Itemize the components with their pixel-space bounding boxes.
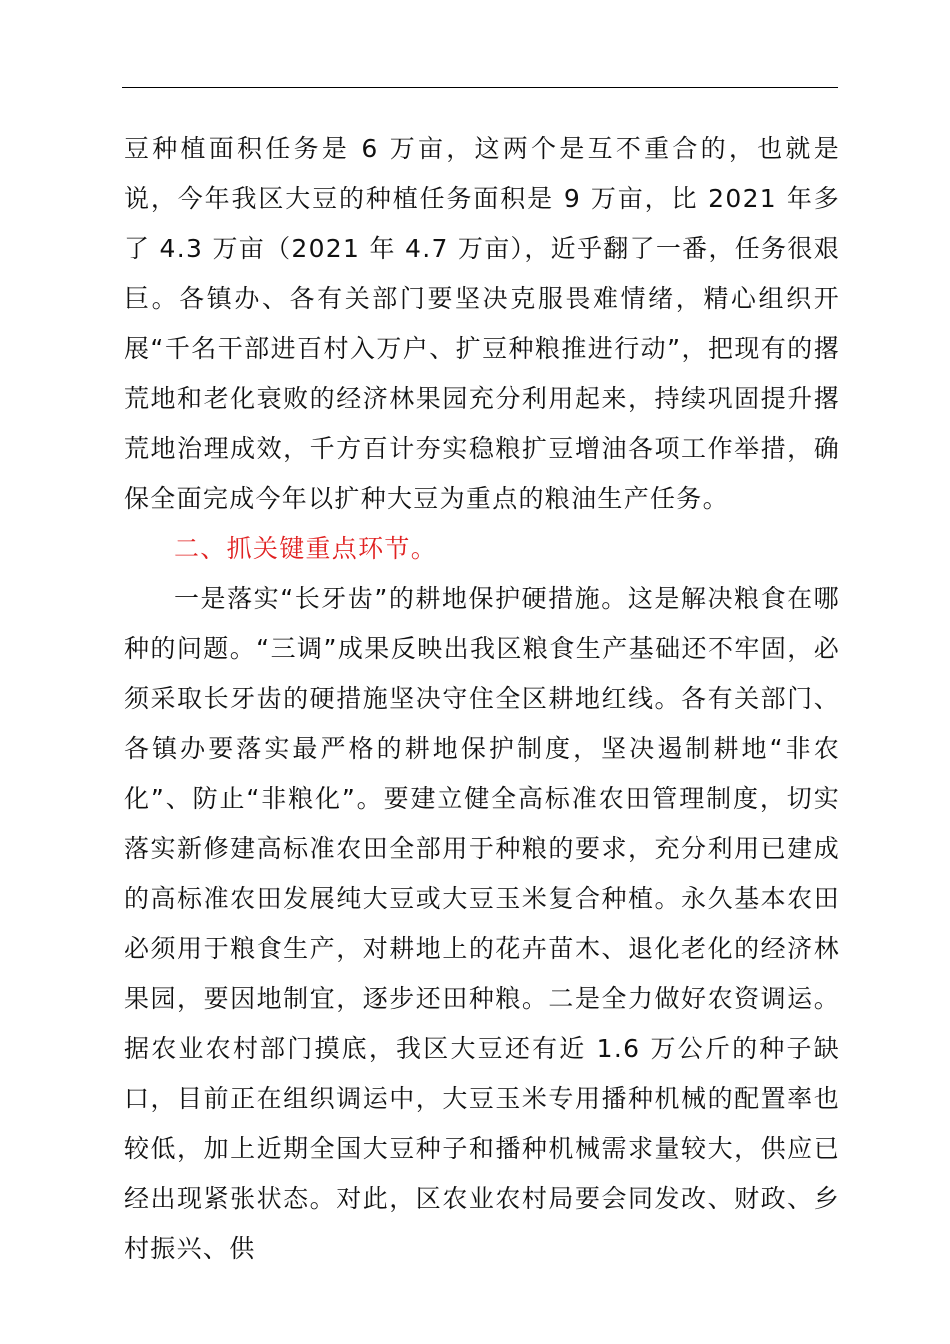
paragraph-continuation: 豆种植面积任务是 6 万亩，这两个是互不重合的，也就是说，今年我区大豆的种植任务面积是 9 万亩，比 2021 年多了 4.3 万亩（2021 年 4.7 万亩），近乎翻了一番，任务很艰巨。各镇办、各有关部门要坚决克服畏难情绪，精心组织开展“千名干部进百村入万户、扩豆种粮推进行动”，把现有的撂荒地和老化衰败的经济林果园充分利用起来，持续巩固提升撂荒地治理成效，千方百计夯实稳粮扩豆增油各项工作举措，确保全面完成今年以扩种大豆为重点的粮油生产任务。 [124, 134, 840, 513]
paragraph-measures: 一是落实“长牙齿”的耕地保护硬措施。这是解决粮食在哪种的问题。“三调”成果反映出我区粮食生产基础还不牢固，必须采取长牙齿的硬措施坚决守住全区耕地红线。各有关部门、各镇办要落实最严格的耕地保护制度，坚决遏制耕地“非农化”、防止“非粮化”。要建立健全高标准农田管理制度，切实落实新修建高标准农田全部用于种粮的要求，充分利用已建成的高标准农田发展纯大豆或大豆玉米复合种植。永久基本农田必须用于粮食生产，对耕地上的花卉苗木、退化老化的经济林果园，要因地制宜，逐步还田种粮。二是全力做好农资调运。据农业农村部门摸底，我区大豆还有近 1.6 万公斤的种子缺口，目前正在组织调运中，大豆玉米专用播种机械的配置率也较低，加上近期全国大豆种子和播种机械需求量较大，供应已经出现紧张状态。对此，区农业农村局要会同发改、财政、乡村振兴、供 [124, 584, 840, 1263]
header-rule [122, 87, 838, 88]
document-body [124, 124, 840, 1274]
section-heading: 二、抓关键重点环节。 [174, 534, 438, 563]
